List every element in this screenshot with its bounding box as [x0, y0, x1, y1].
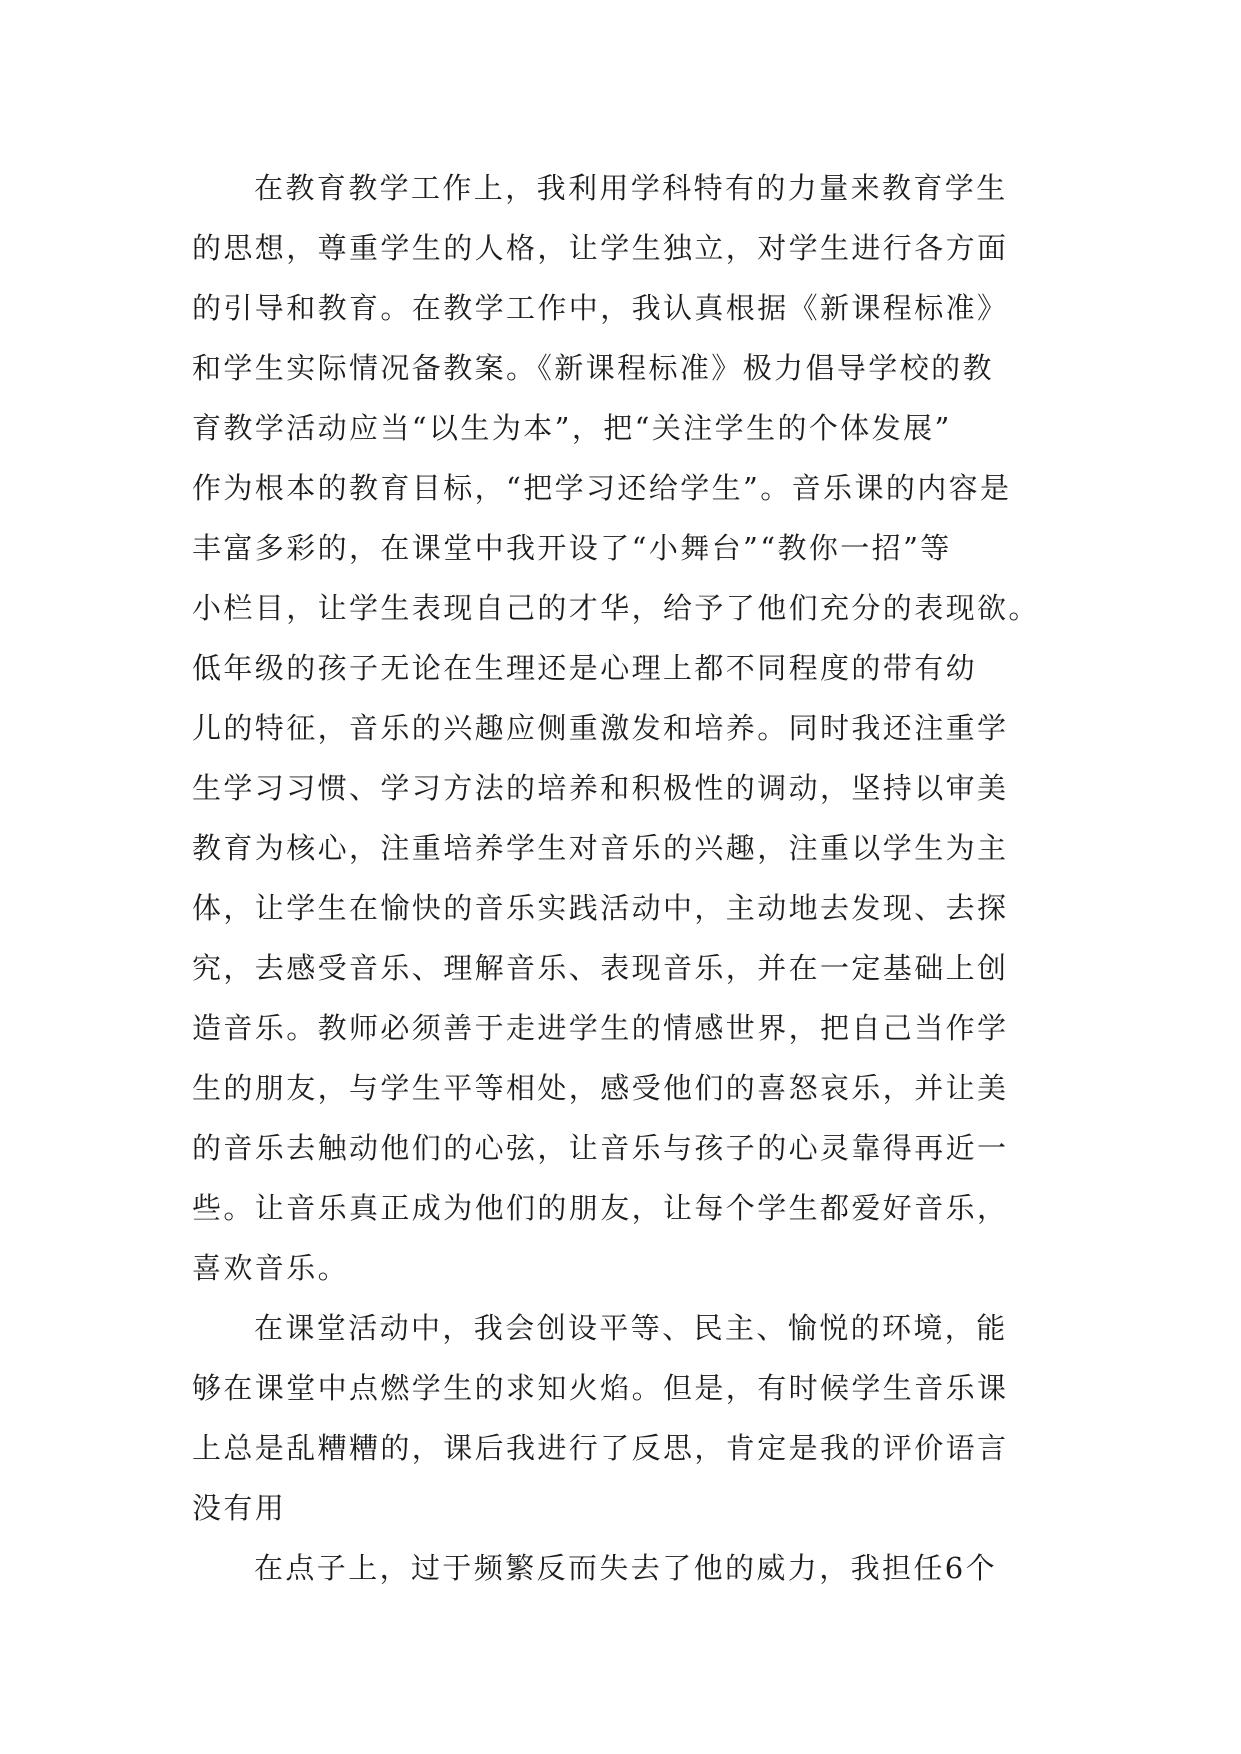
- text-line: 在点子上，过于频繁反而失去了他的威力，我担任6个: [254, 1551, 998, 1585]
- text-line: 够在课堂中点燃学生的求知火焰。但是，有时候学生音乐课: [192, 1371, 1009, 1405]
- text-line: 上总是乱糟糟的，课后我进行了反思，肯定是我的评价语言: [192, 1431, 1009, 1465]
- text-line: 小栏目，让学生表现自己的才华，给予了他们充分的表现欲。: [192, 591, 1040, 625]
- text-line: 低年级的孩子无论在生理还是心理上都不同程度的带有幼: [192, 651, 978, 685]
- text-line: 教育为核心，注重培养学生对音乐的兴趣，注重以学生为主: [192, 831, 1009, 865]
- text-line: 生学习习惯、学习方法的培养和积极性的调动，坚持以审美: [192, 771, 1009, 805]
- text-line: 的音乐去触动他们的心弦，让音乐与孩子的心灵靠得再近一: [192, 1131, 1009, 1165]
- text-line: 生的朋友，与学生平等相处，感受他们的喜怒哀乐，并让美: [192, 1071, 1009, 1105]
- text-line: 和学生实际情况备教案。《新课程标准》极力倡导学校的教: [192, 351, 994, 385]
- text-line: 些。让音乐真正成为他们的朋友，让每个学生都爱好音乐，: [192, 1191, 1009, 1225]
- text-line: 作为根本的教育目标，“把学习还给学生”。音乐课的内容是: [192, 471, 1012, 505]
- text-line: 儿的特征，音乐的兴趣应侧重激发和培养。同时我还注重学: [192, 711, 1009, 745]
- text-line: 在教育教学工作上，我利用学科特有的力量来教育学生: [254, 171, 1008, 205]
- text-line: 体，让学生在愉快的音乐实践活动中，主动地去发现、去探: [192, 891, 1009, 925]
- text-line: 造音乐。教师必须善于走进学生的情感世界，把自己当作学: [192, 1011, 1009, 1045]
- text-line: 的思想，尊重学生的人格，让学生独立，对学生进行各方面: [192, 231, 1009, 265]
- document-body: [192, 158, 1072, 1598]
- text-line: 的引导和教育。在教学工作中，我认真根据《新课程标准》: [192, 291, 1009, 325]
- text-line: 育教学活动应当“以生为本”，把“关注学生的个体发展”: [192, 411, 952, 445]
- text-line: 究，去感受音乐、理解音乐、表现音乐，并在一定基础上创: [192, 951, 1009, 985]
- text-line: 在课堂活动中，我会创设平等、民主、愉悦的环境，能: [254, 1311, 1008, 1345]
- text-line: 没有用: [192, 1491, 287, 1525]
- text-line: 喜欢音乐。: [192, 1251, 350, 1285]
- text-line: 丰富多彩的，在课堂中我开设了“小舞台”“教你一招”等: [192, 531, 952, 565]
